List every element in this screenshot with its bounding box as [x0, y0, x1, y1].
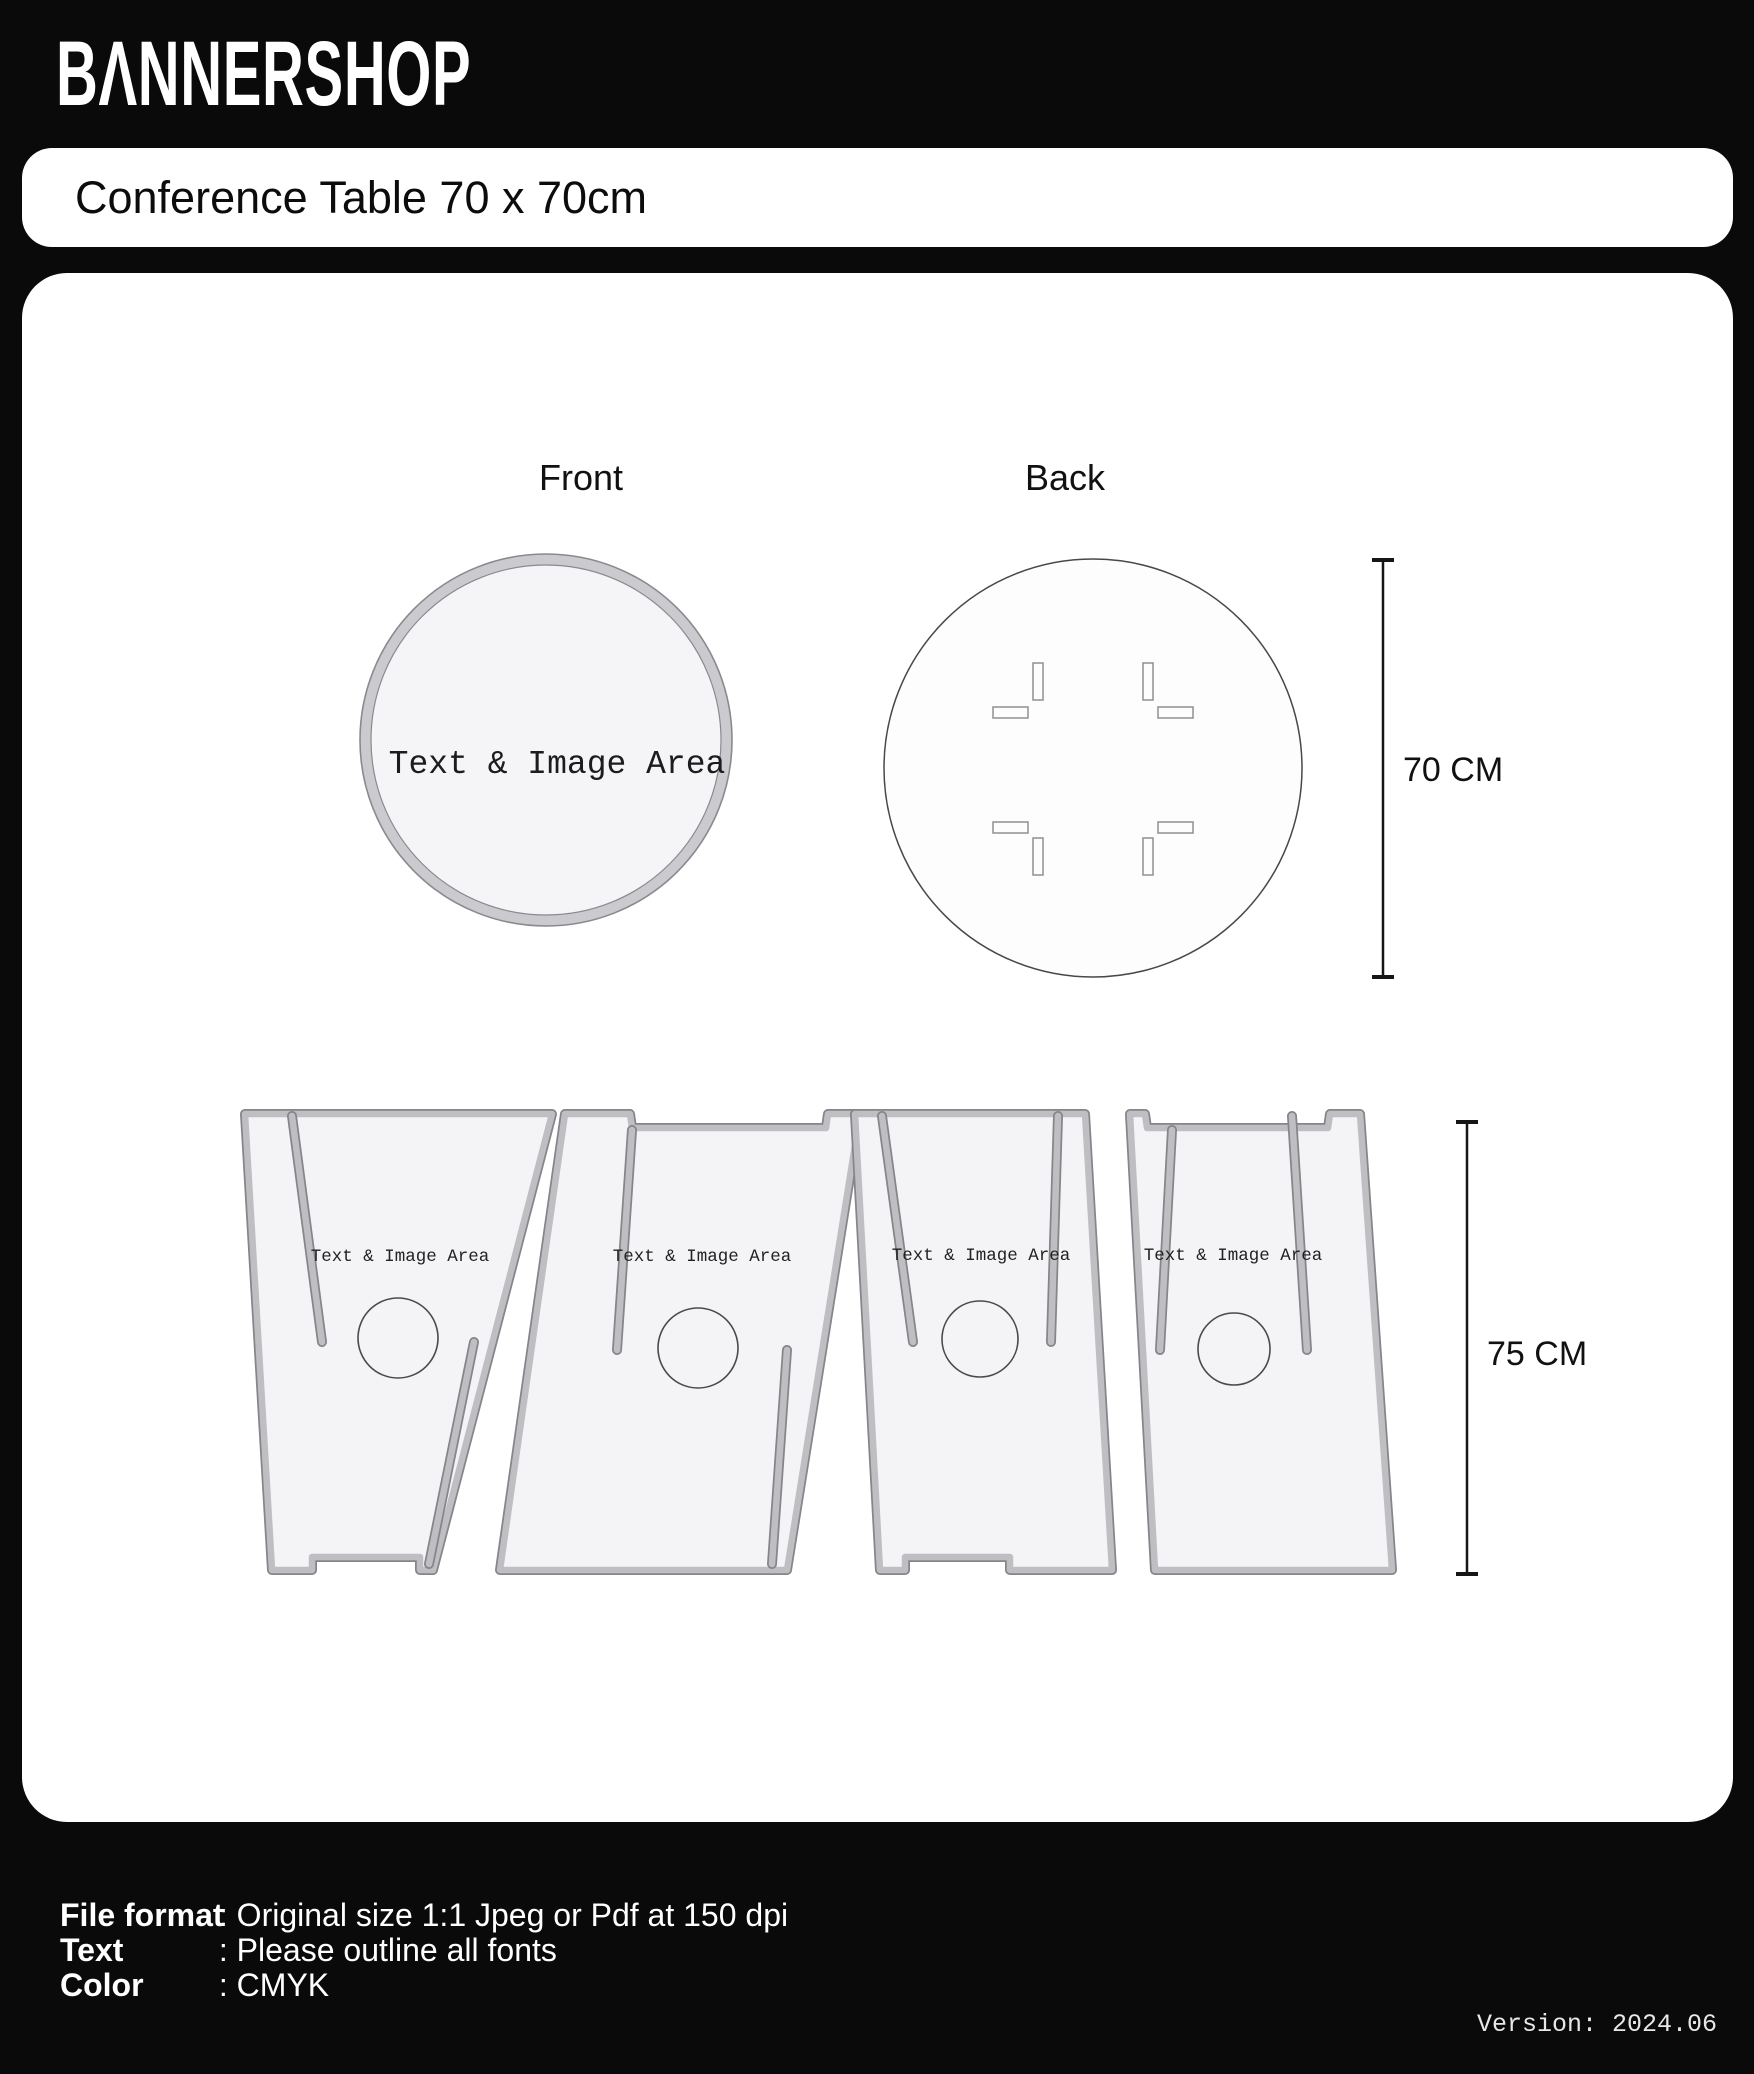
top-diameter-dimension [1372, 560, 1503, 977]
spec-row-file-format [60, 1898, 788, 1933]
version-label: Version: 2024.06 [1476, 2010, 1717, 2039]
leg-height-label: 75 CM [1487, 1335, 1588, 1373]
back-label: Back [1024, 457, 1106, 498]
title-bar [22, 148, 1733, 247]
spec-value: : Please outline all fonts [218, 1932, 557, 1968]
slot-bottom-right-horizontal [1158, 822, 1193, 833]
leg3-print-area-label: Text & Image Area [891, 1246, 1071, 1266]
leg4-print-area-label: Text & Image Area [1143, 1246, 1323, 1266]
leg-height-dimension [1456, 1122, 1587, 1574]
page-title: Conference Table 70 x 70cm [75, 172, 648, 223]
leg-panel-2 [500, 1114, 860, 1570]
spec-value: : Original size 1:1 Jpeg or Pdf at 150 dpi [218, 1897, 789, 1933]
leg-panel-4 [1130, 1114, 1392, 1570]
leg1-print-area-label: Text & Image Area [310, 1247, 490, 1267]
slot-top-right-vertical [1143, 663, 1153, 700]
spec-value: : CMYK [218, 1967, 330, 2003]
leg-panel-3 [855, 1114, 1112, 1570]
back-table-outline [884, 559, 1302, 977]
slot-top-right-horizontal [1158, 707, 1193, 718]
front-print-area-label: Text & Image Area [388, 746, 726, 783]
file-specs [60, 1898, 788, 2003]
slot-top-left-horizontal [993, 707, 1028, 718]
slot-bottom-right-vertical [1143, 838, 1153, 875]
template-diagram [22, 273, 1733, 1822]
leg2-print-area-label: Text & Image Area [612, 1247, 792, 1267]
slot-bottom-left-vertical [1033, 838, 1043, 875]
spec-label: File format [60, 1897, 224, 1933]
brand-logo: BΛNNERSHOP [56, 23, 472, 125]
front-print-surface [371, 565, 721, 915]
top-diameter-label: 70 CM [1403, 751, 1504, 789]
slot-top-left-vertical [1033, 663, 1043, 700]
spec-row-color [60, 1968, 788, 2003]
spec-row-text [60, 1933, 788, 1968]
spec-label: Text [60, 1932, 124, 1968]
spec-label: Color [60, 1967, 144, 2003]
template-card [22, 273, 1733, 1822]
slot-bottom-left-horizontal [993, 822, 1028, 833]
front-label: Front [538, 457, 624, 498]
back-table-top [884, 559, 1302, 977]
front-table-top [360, 554, 732, 926]
